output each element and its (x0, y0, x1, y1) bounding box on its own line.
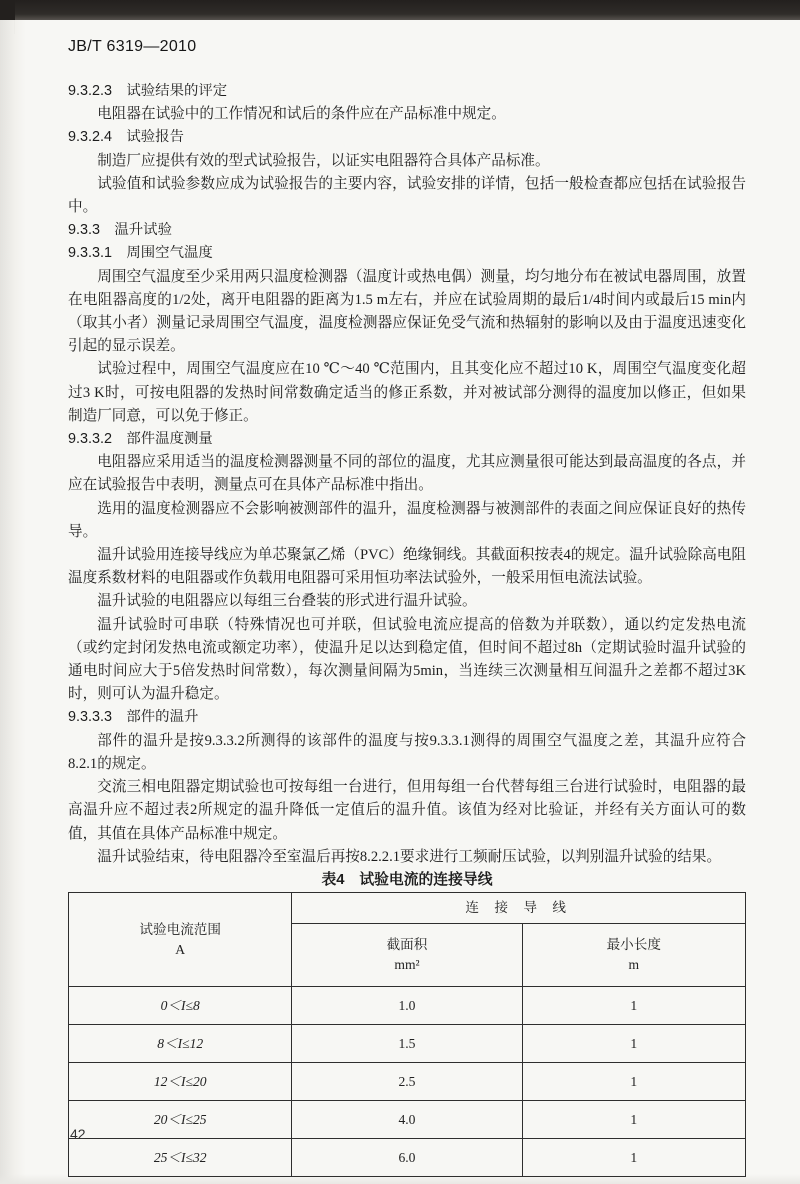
cell-min-length: 1 (522, 1139, 745, 1177)
paragraph: 温升试验结束，待电阻器冷至室温后再按8.2.2.1要求进行工频耐压试验，以判别温升试验的结果。 (97, 848, 722, 865)
paragraph: 部件的温升是按9.3.3.2所测得的该部件的温度与按9.3.3.1测得的周围空气温度之差，其温升应符合8.2.1的规定。 (68, 732, 746, 772)
paragraph: 周围空气温度至少采用两只温度检测器（温度计或热电偶）测量，均匀地分布在被试电器周围，放置在电阻器高度的1/2处，离开电阻器的距离为1.5 m左右，并应在试验周期的最后1/4时间内或最后15 min内（取其小者）测量记录周围空气温度，温度检测器应保证免受气流和热辐射的影响以及由于温度迅速变化引起的显示误差。 (68, 268, 746, 355)
clause-heading: 9.3.3.3 部件的温升 (68, 709, 199, 726)
paragraph: 温升试验用连接导线应为单芯聚氯乙烯（PVC）绝缘铜线。其截面积按表4的规定。温升试验除高电阻温度系数材料的电阻器或作负载用电阻器可采用恒功率法试验外，一般采用恒电流法试验。 (68, 547, 746, 587)
paragraph: 制造厂应提供有效的型式试验报告，以证实电阻器符合具体产品标准。 (97, 152, 550, 169)
test-current-wire-table (68, 892, 746, 1177)
column-header-cross-section (292, 924, 522, 987)
column-unit-label: m (628, 957, 640, 973)
column-header-label: 最小长度 (606, 937, 661, 953)
document-body (68, 80, 746, 1177)
cell-current-range: 20＜I≤25 (69, 1101, 292, 1139)
column-unit-label: A (175, 941, 186, 957)
page-number: 42 (70, 1126, 86, 1142)
paragraph: 选用的温度检测器应不会影响被测部件的温升，温度检测器与被测部件的表面之间应保证良好的热传导。 (68, 500, 746, 540)
cell-cross-section: 2.5 (292, 1063, 522, 1101)
paragraph: 温升试验时可串联（特殊情况也可并联，但试验电流应提高的倍数为并联数），通以约定发热电流（或约定封闭发热电流或额定功率），使温升足以达到稳定值，但时间不超过8h（定期试验时温升试验的通电时间应大于5倍发热时间常数），每次测量间隔为5min，当连续三次测量相互间温升之差都不超过3K时，则可认为温升稳定。 (68, 616, 746, 703)
column-header-label: 试验电流范围 (139, 921, 221, 937)
cell-min-length: 1 (522, 987, 745, 1025)
paragraph: 电阻器在试验中的工作情况和试后的条件应在产品标准中规定。 (97, 106, 506, 123)
clause-heading: 9.3.2.3 试验结果的评定 (68, 83, 228, 99)
table-row (69, 1063, 746, 1101)
cell-min-length: 1 (522, 1063, 745, 1101)
clause-heading: 9.3.2.4 试验报告 (68, 129, 184, 146)
paragraph: 交流三相电阻器定期试验也可按每组一台进行，但用每组一台代替每组三台进行试验时，电阻器的最高温升应不超过表2所规定的温升降低一定值后的温升值。该值为经对比验证，并经有关方面认可的数值，其值在具体产品标准中规定。 (68, 779, 746, 842)
scan-artifact-top-band (0, 0, 800, 20)
table-row (69, 987, 746, 1025)
paragraph: 温升试验的电阻器应以每组三台叠装的形式进行温升试验。 (97, 593, 477, 610)
column-header-label: 截面积 (386, 937, 428, 953)
table-row (69, 1025, 746, 1063)
column-header-min-length (522, 924, 745, 987)
cell-current-range: 25＜I≤32 (69, 1139, 292, 1177)
cell-current-range: 0＜I≤8 (69, 987, 292, 1025)
cell-cross-section: 4.0 (292, 1101, 522, 1139)
cell-cross-section: 1.5 (292, 1025, 522, 1063)
cell-min-length: 1 (522, 1101, 745, 1139)
paragraph: 试验值和试验参数应成为试验报告的主要内容，试验安排的详情，包括一般检查都应包括在试验报告中。 (68, 175, 746, 216)
table-caption: 表4 试验电流的连接导线 (321, 871, 493, 888)
table-row (69, 1139, 746, 1177)
paragraph: 电阻器应采用适当的温度检测器测量不同的部位的温度，尤其应测量很可能达到最高温度的各点，并应在试验报告中表明，测量点可在具体产品标准中指出。 (68, 454, 746, 494)
clause-heading: 9.3.3.2 部件温度测量 (68, 431, 213, 448)
column-unit-label: mm² (394, 957, 420, 973)
cell-min-length: 1 (522, 1025, 745, 1063)
clause-heading: 9.3.3.1 周围空气温度 (68, 245, 213, 262)
group-header-connecting-wire: 连 接 导 线 (292, 893, 746, 924)
cell-current-range: 12＜I≤20 (69, 1063, 292, 1101)
cell-current-range: 8＜I≤12 (69, 1025, 292, 1063)
document-standard-number: JB/T 6319—2010 (68, 38, 197, 55)
table-row (69, 1101, 746, 1139)
cell-cross-section: 1.0 (292, 987, 522, 1025)
column-header-test-current-range (69, 893, 292, 987)
paragraph: 试验过程中，周围空气温度应在10 ℃～40 ℃范围内，且其变化应不超过10 K，周围空气温度变化超过3 K时，可按电阻器的发热时间常数确定适当的修正系数，并对被试部分测得的温度加以修正，但如果制造厂同意，可以免于修正。 (68, 361, 746, 424)
scan-artifact-left-edge (0, 20, 26, 1184)
cell-cross-section: 6.0 (292, 1139, 522, 1177)
clause-heading: 9.3.3 温升试验 (68, 222, 172, 239)
